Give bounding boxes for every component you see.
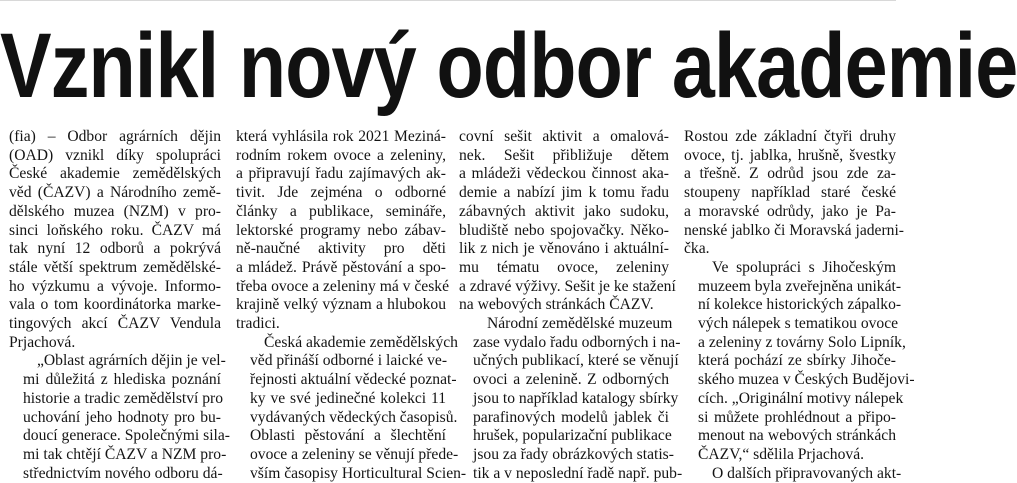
text-line: (fia) – Odbor agrárních dějin xyxy=(9,128,221,145)
text-line: střednictvím nového odboru dá- xyxy=(23,464,223,482)
text-line: ovoce, tj. jablka, hrušně, švestky xyxy=(684,146,896,164)
text-line: Rostou zde základní čtyři druhy xyxy=(684,128,896,145)
text-line: muzeem byla zveřejněna unikát- xyxy=(698,277,902,295)
text-line: tik a v neposlední řadě např. pub- xyxy=(473,464,683,482)
text-line: cích. „Originální motivy nálepek xyxy=(698,389,904,407)
text-line: ovoce a zeleniny se věnují přede- xyxy=(250,445,459,463)
text-line: Česká akademie zemědělských xyxy=(264,333,458,351)
text-line: zase vydalo řadu odborných i na- xyxy=(473,333,681,351)
paragraph xyxy=(684,258,915,465)
text-line: a mládeži vědeckou činnost aka- xyxy=(459,165,669,183)
text-line: krajině velký význam a hlubokou xyxy=(236,296,446,314)
text-line: vých nálepek s tematikou ovoce xyxy=(698,315,899,333)
text-line: vydávaných vědeckých časopisů. xyxy=(250,408,458,426)
text-line: třeba ovoce a zeleniny má v české xyxy=(236,277,450,295)
text-line: O dalších připravovaných akt- xyxy=(712,464,902,482)
text-line: demie a nabízí jim k tomu řadu xyxy=(459,184,669,202)
text-line: České akademie zemědělských xyxy=(9,165,221,183)
text-line: věd (ČAZV) a Národního země- xyxy=(9,184,221,202)
text-line: ského muzea v Českých Budějovi- xyxy=(698,371,915,389)
text-line: a zdravé výživy. Sešit je ke stažení xyxy=(459,277,676,295)
text-line: ně-naučné aktivity pro děti xyxy=(236,240,446,258)
text-line: a moravské odrůdy, jako je Pa- xyxy=(684,202,896,220)
text-line: sinci loňského roku. ČAZV má xyxy=(9,221,221,239)
text-line: ní kolekce historických zápalko- xyxy=(698,296,902,314)
text-line: lik z nich je věnováno i aktuální- xyxy=(459,240,669,258)
paragraph xyxy=(684,128,904,259)
text-line: ho výzkumu a vývoje. Informo- xyxy=(9,277,221,295)
text-line: zábavných aktivit jako sudoku, xyxy=(459,202,669,220)
text-line: tak nyní 12 odborů a pokrývá xyxy=(9,240,221,258)
text-line: Národní zemědělské muzeum xyxy=(487,315,673,333)
text-line: (OAD) vznikl díky spolupráci xyxy=(9,146,221,164)
paragraph xyxy=(9,128,221,352)
article-column-3 xyxy=(459,128,683,482)
article-column-4 xyxy=(684,128,915,482)
text-line: tradici. xyxy=(236,315,280,333)
paragraph xyxy=(459,128,676,315)
text-line: nek. Sešit přibližuje dětem xyxy=(459,146,669,164)
article-column-2 xyxy=(236,128,467,482)
text-line: lektorské programy nebo zábav- xyxy=(236,221,446,239)
text-line: si můžete prohlédnout a připo- xyxy=(698,408,896,426)
text-line: historie a tradic zemědělství pro xyxy=(23,389,224,407)
text-line: covní sešit aktivit a omalová- xyxy=(459,128,669,145)
text-line: články a publikace, semináře, xyxy=(236,202,446,220)
top-rule xyxy=(0,0,896,1)
text-line: která pochází ze sbírky Jihoče- xyxy=(698,352,896,370)
text-line: ky ve své jedinečné kolekci 11 xyxy=(250,389,446,407)
text-line: parafinových modelů jablek či xyxy=(473,408,669,426)
text-line: na webových stránkách ČAZV. xyxy=(459,296,654,314)
text-line: ČAZV,“ sdělila Prjachová. xyxy=(698,445,865,463)
text-line: dělského muzea (NZM) v pro- xyxy=(9,202,221,220)
text-line: tingových akcí ČAZV Vendula xyxy=(9,315,221,333)
text-line: která vyhlásila rok 2021 Meziná- xyxy=(236,128,446,145)
text-line: nenské jablko či Moravská jaderni- xyxy=(684,221,904,239)
article-headline: Vznikl nový odbor akademie xyxy=(0,15,1017,117)
text-line: menout na webových stránkách xyxy=(698,427,896,445)
text-line: jsou za řady obrázkových statis- xyxy=(473,445,674,463)
text-line: učných publikací, které se věnují xyxy=(473,352,679,370)
text-line: mi tak chtějí ČAZV a NZM pro- xyxy=(23,445,227,463)
text-line: tivit. Jde zejména o odborné xyxy=(236,184,446,202)
text-line: doucí generace. Společnými sila- xyxy=(23,427,230,445)
paragraph xyxy=(684,464,902,483)
text-line: vala o tom koordinátorka marke- xyxy=(9,296,221,314)
text-line: stále větší spektrum zemědělské- xyxy=(9,258,221,276)
text-line: čka. xyxy=(684,240,710,258)
text-line: a mládež. Právě pěstování a spo- xyxy=(236,258,446,276)
text-line: stoupeny například staré české xyxy=(684,184,896,202)
text-line: věd přináší odborné i laické ve- xyxy=(250,352,448,370)
text-line: a zeleniny z továrny Solo Lipník, xyxy=(698,333,906,351)
article-body xyxy=(0,128,915,482)
text-line: a třešně. Z odrůd jsou zde za- xyxy=(684,165,896,183)
article-column-1 xyxy=(9,128,230,482)
paragraph xyxy=(459,315,683,483)
text-line: řejnosti aktuální vědecké poznat- xyxy=(250,371,457,389)
text-line: rodním rokem ovoce a zeleniny, xyxy=(236,146,446,164)
paragraph xyxy=(236,128,450,334)
text-line: mi důležitá z hlediska poznání xyxy=(23,371,221,389)
text-line: hrušek, popularizační publikace xyxy=(473,427,672,445)
text-line: mu tématu ovoce, zeleniny xyxy=(459,258,669,276)
text-line: uchování jeho hodnoty pro bu- xyxy=(23,408,221,426)
text-line: Ve spolupráci s Jihočeským xyxy=(712,258,896,276)
text-line: vším časopisy Horticultural Scien- xyxy=(250,464,467,482)
paragraph xyxy=(9,352,230,483)
text-line: bludiště nebo spojovačky. Něko- xyxy=(459,221,669,239)
text-line: a připravují řadu zajímavých ak- xyxy=(236,165,446,183)
text-line: „Oblast agrárních dějin je vel- xyxy=(37,352,226,370)
text-line: Prjachová. xyxy=(9,333,76,351)
paragraph xyxy=(236,333,467,483)
text-line: ovoci a zelenině. Z odborných xyxy=(473,371,669,389)
text-line: Oblasti pěstování a šlechtění xyxy=(250,427,446,445)
text-line: jsou to například katalogy sbírky xyxy=(473,389,679,407)
